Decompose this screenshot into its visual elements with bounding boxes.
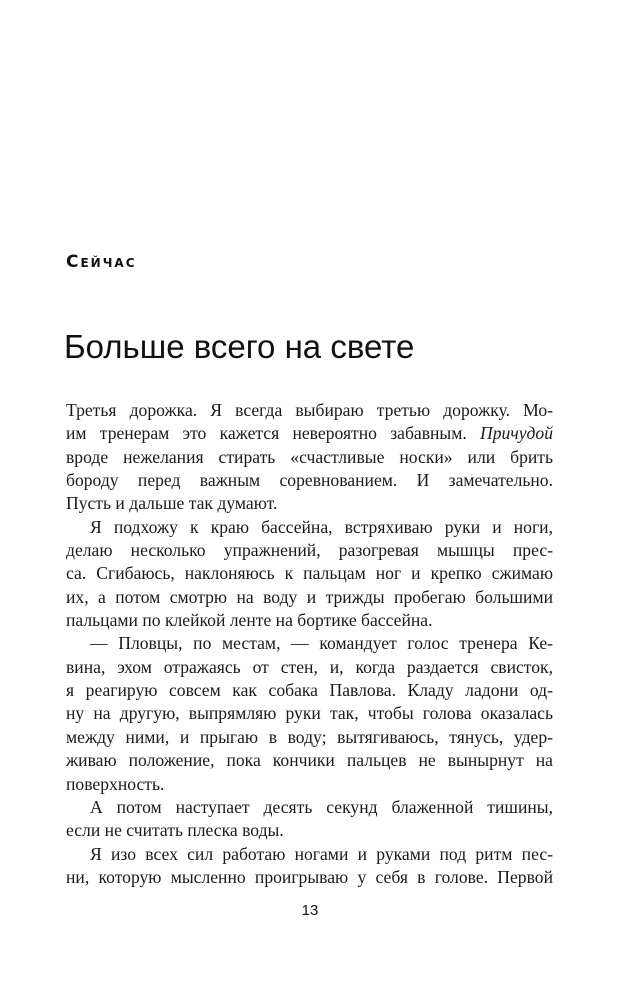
text-line: [66, 749, 553, 772]
text-line: [66, 702, 553, 725]
text-line-content: ни, которую мысленно проигрываю у себя в голове. Первой: [66, 866, 553, 887]
text-line: [66, 656, 553, 679]
text-line-content: Я подхожу к краю бассейна, встряхиваю руки и ноги,: [90, 516, 553, 537]
text-line-content: им тренерам это кажется невероятно забавным.: [66, 423, 467, 444]
text-line-content: бороду перед важным соревнованием. И замечательно.: [66, 470, 553, 491]
chapter-title: Больше всего на свете: [64, 328, 415, 365]
text-line-content: вроде нежелания стирать «счастливые носки» или брить: [66, 446, 553, 467]
text-line: [66, 632, 553, 655]
text-line-content: между ними, и прыгаю в воду; вытягиваюсь, тянусь, удер-: [66, 726, 553, 747]
text-line: [66, 492, 553, 515]
body-text: [66, 399, 553, 889]
text-line: [66, 819, 553, 842]
text-line: [66, 399, 553, 422]
text-line: [66, 516, 553, 539]
text-line-content: ну на другую, выпрямляю руки так, чтобы голова оказалась: [66, 703, 553, 724]
text-line-content: поверхность.: [66, 773, 165, 794]
text-line-content: Пусть и дальше так думают.: [66, 493, 278, 514]
text-line-content: я реагирую совсем как собака Павлова. Кладу ладони од-: [66, 680, 553, 701]
text-line-content: пальцами по клейкой ленте на бортике бассейна.: [66, 610, 433, 631]
text-line: [66, 726, 553, 749]
text-line-content: Третья дорожка. Я всегда выбираю третью дорожку. Мо-: [66, 400, 553, 420]
section-label: Сейчас: [66, 252, 137, 272]
text-line: [66, 422, 553, 445]
text-line: [66, 539, 553, 562]
text-line-content: живаю положение, пока кончики пальцев не вынырнут на: [66, 750, 553, 771]
page-number: 13: [301, 902, 319, 919]
text-line-content: вина, эхом отражаясь от стен, и, когда раздается свисток,: [66, 656, 553, 677]
text-line: [66, 469, 553, 492]
text-line-content: если не считать плеска воды.: [66, 820, 284, 841]
text-line-content: делаю несколько упражнений, разогревая мышцы прес-: [66, 540, 553, 561]
text-line: [66, 586, 553, 609]
text-line-content: их, а потом смотрю на воду и трижды пробегаю большими: [66, 586, 553, 607]
text-line: [66, 796, 553, 819]
text-line-content: — Пловцы, по местам, — командует голос тренера Ке-: [90, 633, 553, 654]
text-line-content: Я изо всех сил работаю ногами и руками под ритм пес-: [90, 843, 553, 864]
text-line: [66, 562, 553, 585]
text-line: [66, 609, 553, 632]
text-line-content: са. Сгибаюсь, наклоняюсь к пальцам ног и крепко сжимаю: [66, 563, 553, 584]
italic-word: Причудой: [480, 423, 553, 444]
text-line: [66, 773, 553, 796]
text-line: [66, 446, 553, 469]
text-line: [66, 679, 553, 702]
text-line: [66, 866, 553, 889]
text-line-content: А потом наступает десять секунд блаженной тишины,: [90, 796, 553, 817]
text-line: [66, 843, 553, 866]
